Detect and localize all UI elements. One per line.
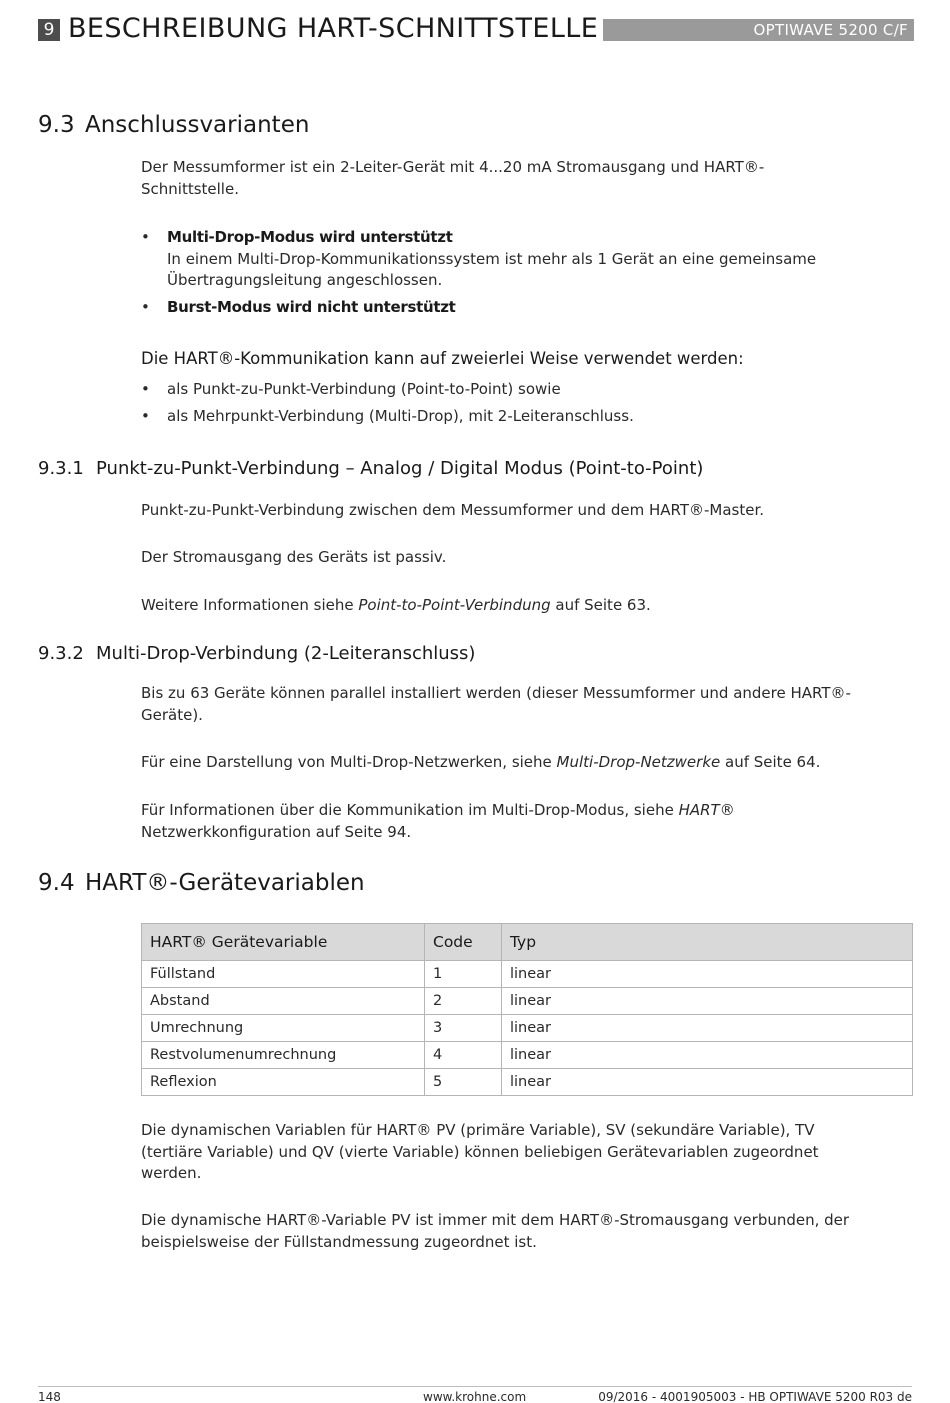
table-cell: Restvolumenumrechnung	[142, 1042, 425, 1069]
table-cell: 2	[425, 988, 502, 1015]
device-variables-table	[141, 923, 913, 1096]
chapter-number-badge: 9	[38, 19, 60, 41]
dynamic-variables-paragraph	[141, 1120, 921, 1185]
page-header	[38, 14, 914, 44]
section-9-3-2-heading	[38, 642, 475, 666]
text-run: auf Seite 63.	[550, 596, 651, 614]
document-info: 09/2016 - 4001905003 - HB OPTIWAVE 5200 R03 de	[598, 1390, 912, 1403]
table-cell: 1	[425, 961, 502, 988]
bullet-dot-icon: •	[141, 380, 150, 398]
multidrop-paragraph-3	[141, 800, 921, 843]
p2p-paragraph-2	[141, 547, 921, 569]
multidrop-paragraph-2	[141, 752, 921, 774]
cross-reference-link[interactable]: HART	[678, 801, 720, 819]
usage-item-text: als Punkt-zu-Punkt-Verbindung (Point-to-Point) sowie	[167, 380, 561, 398]
table-cell: Füllstand	[142, 961, 425, 988]
table-row	[142, 1015, 913, 1042]
table-cell: linear	[502, 1015, 913, 1042]
table-cell: 5	[425, 1069, 502, 1096]
chapter-title: BESCHREIBUNG HART-SCHNITTSTELLE	[68, 13, 599, 44]
section-title: HART®-Gerätevariablen	[85, 870, 365, 896]
paragraph-line: Punkt-zu-Punkt-Verbindung zwischen dem Messumformer und dem HART®-Master.	[141, 501, 765, 519]
table-header-row	[142, 924, 913, 961]
bullet-title: Multi-Drop-Modus wird unterstützt	[167, 228, 453, 246]
paragraph-line: Netzwerkkonfiguration auf Seite 94.	[141, 822, 412, 841]
bullet-line: In einem Multi-Drop-Kommunikationssystem ist mehr als 1 Gerät an eine gemeinsame	[167, 249, 817, 268]
table-row	[142, 1069, 913, 1096]
paragraph-line: werden.	[141, 1164, 202, 1182]
column-header-variable: HART® Gerätevariable	[142, 924, 425, 961]
section-number: 9.3.1	[38, 458, 84, 479]
paragraph-line: Der Stromausgang des Geräts ist passiv.	[141, 548, 447, 566]
table-cell: Abstand	[142, 988, 425, 1015]
cross-reference-link[interactable]: Point-to-Point-Verbindung	[358, 596, 551, 614]
text-run: Weitere Informationen siehe	[141, 596, 359, 614]
paragraph-line: Der Messumformer ist ein 2-Leiter-Gerät mit 4...20 mA Stromausgang und HART®-	[141, 158, 765, 176]
bullet-line: Übertragungsleitung angeschlossen.	[167, 271, 443, 289]
text-run: Für Informationen über die Kommunikation im Multi-Drop-Modus, siehe	[141, 801, 679, 819]
bullet-dot-icon: •	[141, 228, 150, 246]
section-number: 9.3	[38, 112, 75, 138]
usage-heading: Die HART®-Kommunikation kann auf zweierlei Weise verwendet werden:	[141, 349, 744, 368]
table-cell: Reflexion	[142, 1069, 425, 1096]
section-title: Multi-Drop-Verbindung (2-Leiteranschluss)	[96, 643, 476, 664]
cross-reference-link[interactable]: Multi-Drop-Netzwerke	[556, 753, 721, 771]
table-cell: linear	[502, 961, 913, 988]
column-header-type: Typ	[502, 924, 913, 961]
paragraph-line: Bis zu 63 Geräte können parallel installiert werden (dieser Messumformer und andere HART®-	[141, 684, 851, 702]
pv-paragraph	[141, 1210, 921, 1253]
section-title: Punkt-zu-Punkt-Verbindung – Analog / Digital Modus (Point-to-Point)	[96, 458, 704, 479]
paragraph-line: (tertiäre Variable) und QV (vierte Variable) können beliebigen Gerätevariablen zugeordnet	[141, 1142, 819, 1161]
section-9-4-heading	[38, 869, 365, 897]
table-cell: linear	[502, 1042, 913, 1069]
paragraph-line: Die dynamischen Variablen für HART® PV (primäre Variable), SV (sekundäre Variable), TV	[141, 1121, 815, 1139]
intro-paragraph	[141, 157, 921, 200]
section-title: Anschlussvarianten	[85, 112, 310, 138]
footer-divider	[38, 1386, 912, 1387]
table-cell: linear	[502, 1069, 913, 1096]
p2p-paragraph-1	[141, 500, 921, 522]
bullet-dot-icon: •	[141, 407, 150, 425]
website-link[interactable]: www.krohne.com	[423, 1390, 527, 1403]
section-9-3-heading	[38, 111, 309, 139]
column-header-code: Code	[425, 924, 502, 961]
table-cell: Umrechnung	[142, 1015, 425, 1042]
section-number: 9.3.2	[38, 643, 84, 664]
section-9-3-1-heading	[38, 457, 703, 481]
bullet-dot-icon: •	[141, 298, 150, 316]
p2p-paragraph-3	[141, 595, 921, 617]
usage-item-text: als Mehrpunkt-Verbindung (Multi-Drop), mit 2-Leiteranschluss.	[167, 407, 634, 425]
paragraph-line: Die dynamische HART®-Variable PV ist immer mit dem HART®-Stromausgang verbunden, der	[141, 1211, 850, 1229]
product-name-bar: OPTIWAVE 5200 C/F	[603, 19, 914, 41]
section-number: 9.4	[38, 870, 75, 896]
paragraph-line: beispielsweise der Füllstandmessung zugeordnet ist.	[141, 1232, 537, 1251]
table-cell: 3	[425, 1015, 502, 1042]
paragraph-line: Geräte).	[141, 705, 203, 724]
paragraph-line: Schnittstelle.	[141, 179, 239, 198]
page-number: 148	[38, 1390, 61, 1403]
table-row	[142, 988, 913, 1015]
text-run: Für eine Darstellung von Multi-Drop-Netzwerken, siehe	[141, 753, 557, 771]
multidrop-paragraph-1	[141, 683, 921, 726]
table-row	[142, 1042, 913, 1069]
text-run: ®	[719, 801, 735, 819]
table-cell: linear	[502, 988, 913, 1015]
text-run: auf Seite 64.	[720, 753, 821, 771]
table-cell: 4	[425, 1042, 502, 1069]
bullet-title: Burst-Modus wird nicht unterstützt	[167, 298, 456, 316]
table-row	[142, 961, 913, 988]
